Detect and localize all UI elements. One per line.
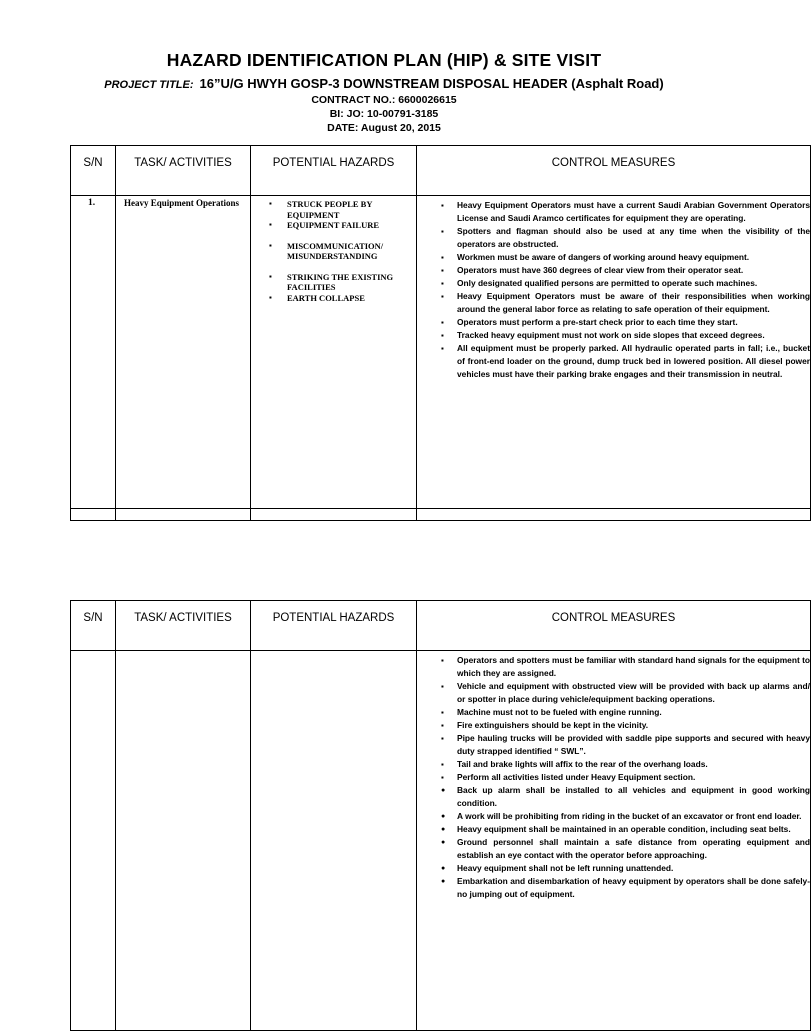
table-row bbox=[71, 196, 811, 509]
cell-controls bbox=[417, 651, 811, 1031]
empty-cell bbox=[116, 509, 251, 521]
header-hazards: POTENTIAL HAZARDS bbox=[251, 146, 417, 196]
cell-hazards bbox=[251, 196, 417, 509]
table-header-row bbox=[71, 146, 811, 196]
list-item: ● Ground personnel shall maintain a safe distance from operating equipment and establish an eye contact with the operator before approaching. bbox=[429, 836, 810, 862]
list-item: ▪ Workmen must be aware of dangers of working around heavy equipment. bbox=[429, 251, 810, 264]
cell-sn bbox=[71, 196, 116, 509]
table-row bbox=[71, 509, 811, 521]
list-item: ▪ Operators and spotters must be familiar with standard hand signals for the equipment to which they are assigned. bbox=[429, 654, 810, 680]
list-item: ● A work will be prohibiting from riding in the bucket of an excavator or front end loader. bbox=[429, 810, 810, 823]
header-controls: CONTROL MEASURES bbox=[417, 601, 811, 651]
table-header-row bbox=[71, 601, 811, 651]
list-item: ▪ Operators must have 360 degrees of clear view from their operator seat. bbox=[429, 264, 810, 277]
list-item: ▪ EARTH COLLAPSE bbox=[269, 293, 416, 304]
list-item: ● Embarkation and disembarkation of heavy equipment by operators shall be done safely-no jumping out of equipment. bbox=[429, 875, 810, 901]
list-item: ● Back up alarm shall be installed to all vehicles and equipment in good working condition. bbox=[429, 784, 810, 810]
hazard-table-1 bbox=[70, 145, 811, 521]
header-task: TASK/ ACTIVITIES bbox=[116, 601, 251, 651]
header-sn: S/N bbox=[71, 601, 116, 651]
header-hazards: POTENTIAL HAZARDS bbox=[251, 601, 417, 651]
empty-cell bbox=[251, 509, 417, 521]
cell-controls bbox=[417, 196, 811, 509]
list-item: ● Heavy equipment shall not be left running unattended. bbox=[429, 862, 810, 875]
empty-cell bbox=[71, 509, 116, 521]
header-task: TASK/ ACTIVITIES bbox=[116, 146, 251, 196]
control-list bbox=[417, 651, 810, 901]
cell-sn bbox=[71, 651, 116, 1031]
list-item: ▪ EQUIPMENT FAILURE bbox=[269, 220, 416, 231]
control-list bbox=[417, 196, 810, 381]
table-row bbox=[71, 651, 811, 1031]
cell-task bbox=[116, 196, 251, 509]
project-title-label: PROJECT TITLE: bbox=[104, 79, 194, 91]
list-item: ▪ Pipe hauling trucks will be provided with saddle pipe supports and secured with heavy duty strapped identified “ SWL”. bbox=[429, 732, 810, 758]
list-item: ▪ STRUCK PEOPLE BY EQUIPMENT bbox=[269, 199, 416, 220]
list-item: ▪ Heavy Equipment Operators must have a current Saudi Arabian Government Operators License and Saudi Aramco certificates for equipment they are operating. bbox=[429, 199, 810, 225]
row-sn: 1. bbox=[88, 198, 96, 208]
cell-hazards bbox=[251, 651, 417, 1031]
cell-task bbox=[116, 651, 251, 1031]
list-item: ▪ Tracked heavy equipment must not work on side slopes that exceed degrees. bbox=[429, 329, 810, 342]
project-title: 16”U/G HWYH GOSP-3 DOWNSTREAM DISPOSAL HEADER (Asphalt Road) bbox=[199, 76, 664, 91]
hazard-list bbox=[251, 196, 416, 303]
hazard-table-2 bbox=[70, 600, 811, 1031]
list-item: ● Heavy equipment shall be maintained in an operable condition, including seat belts. bbox=[429, 823, 810, 836]
empty-cell bbox=[417, 509, 811, 521]
document-date: DATE: August 20, 2015 bbox=[327, 122, 441, 134]
header-controls: CONTROL MEASURES bbox=[417, 146, 811, 196]
row-task: Heavy Equipment Operations bbox=[124, 198, 240, 208]
list-item: ▪ Perform all activities listed under Heavy Equipment section. bbox=[429, 771, 810, 784]
contract-number: CONTRACT NO.: 6600026615 bbox=[311, 94, 457, 106]
list-item: ▪ Only designated qualified persons are permitted to operate such machines. bbox=[429, 277, 810, 290]
list-item: ▪ MISCOMMUNICATION/ MISUNDERSTANDING bbox=[269, 241, 416, 262]
list-item: ▪ All equipment must be properly parked. All hydraulic operated parts in fall; i.e., bucket of front-end loader on the ground, dump truck bed in lowered position. All diesel power vehicles must have their parking brake engages and their transmission in neutral. bbox=[429, 342, 810, 381]
list-item: ▪ Spotters and flagman should also be used at any time when the visibility of the operators are obstructed. bbox=[429, 225, 810, 251]
project-title-line bbox=[0, 76, 768, 91]
header-sn: S/N bbox=[71, 146, 116, 196]
list-item: ▪ Machine must not to be fueled with engine running. bbox=[429, 706, 810, 719]
list-item: ▪ STRIKING THE EXISTING FACILITIES bbox=[269, 272, 416, 293]
list-item: ▪ Tail and brake lights will affix to the rear of the overhang loads. bbox=[429, 758, 810, 771]
list-item: ▪ Operators must perform a pre-start check prior to each time they start. bbox=[429, 316, 810, 329]
bi-jo-number: BI: JO: 10-00791-3185 bbox=[329, 108, 439, 120]
document-title: HAZARD IDENTIFICATION PLAN (HIP) & SITE VISIT bbox=[166, 50, 602, 70]
list-item: ▪ Vehicle and equipment with obstructed view will be provided with back up alarms and/ or spotter in place during vehicle/equipment backing operations. bbox=[429, 680, 810, 706]
list-item: ▪ Heavy Equipment Operators must be aware of their responsibilities when working around the general labor force as relating to safe operation of their equipment. bbox=[429, 290, 810, 316]
list-item: ▪ Fire extinguishers should be kept in the vicinity. bbox=[429, 719, 810, 732]
